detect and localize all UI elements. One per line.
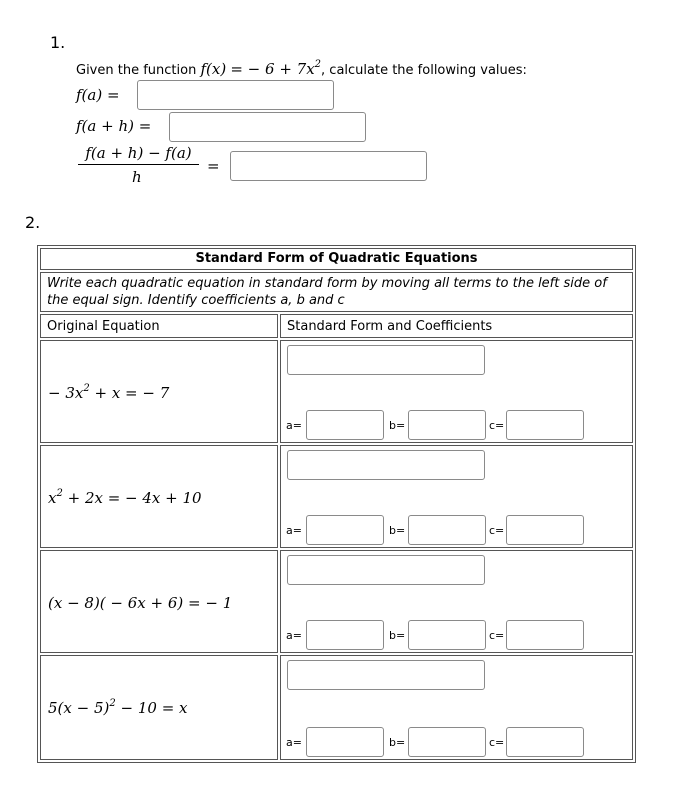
prompt-prefix: Given the function	[76, 63, 197, 78]
equation-4-part-b: − 10 = x	[115, 699, 188, 717]
equation-2	[48, 489, 202, 507]
coef-a-label-3: a=	[286, 629, 302, 642]
header-original-equation: Original Equation	[40, 314, 278, 338]
equation-3-part-a: (x − 8)( − 6x + 6) = − 1	[48, 594, 233, 612]
dq-answer-input[interactable]	[230, 151, 427, 181]
equation-4-part-a: 5(x − 5)	[48, 699, 110, 717]
standard-form-cell-4	[280, 655, 633, 760]
coef-b-label-3: b=	[389, 629, 406, 642]
function-rhs-text: = − 6 + 7x	[230, 60, 315, 78]
standard-form-cell-2	[280, 445, 633, 548]
coef-a-input-1[interactable]	[306, 410, 384, 440]
fah-label: f(a + h) =	[76, 117, 152, 135]
coef-c-label-2: c=	[489, 524, 505, 537]
equation-1-part-a: − 3x	[48, 384, 84, 402]
table-title: Standard Form of Quadratic Equations	[40, 248, 633, 270]
coef-c-input-2[interactable]	[506, 515, 584, 545]
standard-form-input-1[interactable]	[287, 345, 485, 375]
fah-answer-input[interactable]	[169, 112, 366, 142]
function-lhs: f(x)	[200, 60, 227, 78]
equation-cell-2	[40, 445, 278, 548]
question-1-number: 1.	[50, 33, 66, 52]
equation-1	[48, 384, 169, 402]
coef-b-input-4[interactable]	[408, 727, 486, 757]
fa-answer-input[interactable]	[137, 80, 334, 110]
fa-label: f(a) =	[76, 86, 120, 104]
equation-4	[48, 699, 188, 717]
equation-2-part-a: x	[48, 489, 57, 507]
table-instructions: Write each quadratic equation in standard form by moving all terms to the left side of the equal sign. Identify coefficients a, b and c	[40, 272, 633, 312]
equation-3	[48, 594, 232, 612]
difference-quotient	[78, 144, 199, 162]
equation-1-exponent: 2	[83, 383, 90, 394]
coef-c-label-3: c=	[489, 629, 505, 642]
prompt-suffix: , calculate the following values:	[321, 63, 527, 78]
standard-form-cell-1	[280, 340, 633, 443]
coef-c-input-4[interactable]	[506, 727, 584, 757]
coef-c-input-1[interactable]	[506, 410, 584, 440]
coef-c-label-4: c=	[489, 736, 505, 749]
coef-a-input-2[interactable]	[306, 515, 384, 545]
coef-c-input-3[interactable]	[506, 620, 584, 650]
coef-a-label-1: a=	[286, 419, 302, 432]
equation-4-exponent: 2	[109, 698, 116, 709]
equation-1-part-b: + x = − 7	[89, 384, 170, 402]
standard-form-input-4[interactable]	[287, 660, 485, 690]
question-1-prompt	[76, 60, 527, 78]
dq-denominator: h	[132, 168, 142, 186]
coef-a-label-4: a=	[286, 736, 302, 749]
coef-b-label-2: b=	[389, 524, 406, 537]
dq-numerator: f(a + h) − f(a)	[85, 144, 192, 162]
quadratic-table	[37, 245, 636, 763]
coef-b-input-2[interactable]	[408, 515, 486, 545]
equation-cell-3	[40, 550, 278, 653]
coef-a-input-4[interactable]	[306, 727, 384, 757]
coef-b-input-3[interactable]	[408, 620, 486, 650]
standard-form-input-2[interactable]	[287, 450, 485, 480]
dq-fraction-bar	[78, 164, 199, 165]
coef-a-input-3[interactable]	[306, 620, 384, 650]
coef-b-label-1: b=	[389, 419, 406, 432]
coef-a-label-2: a=	[286, 524, 302, 537]
function-rhs	[230, 60, 321, 78]
standard-form-input-3[interactable]	[287, 555, 485, 585]
equation-cell-4	[40, 655, 278, 760]
dq-equals: =	[207, 157, 220, 175]
function-rhs-exponent: 2	[314, 59, 322, 70]
coef-b-label-4: b=	[389, 736, 406, 749]
coef-b-input-1[interactable]	[408, 410, 486, 440]
standard-form-cell-3	[280, 550, 633, 653]
equation-2-part-b: + 2x = − 4x + 10	[62, 489, 202, 507]
header-standard-form: Standard Form and Coefficients	[280, 314, 633, 338]
coef-c-label-1: c=	[489, 419, 505, 432]
equation-cell-1	[40, 340, 278, 443]
question-2-number: 2.	[25, 213, 41, 232]
equation-2-exponent: 2	[56, 488, 63, 499]
